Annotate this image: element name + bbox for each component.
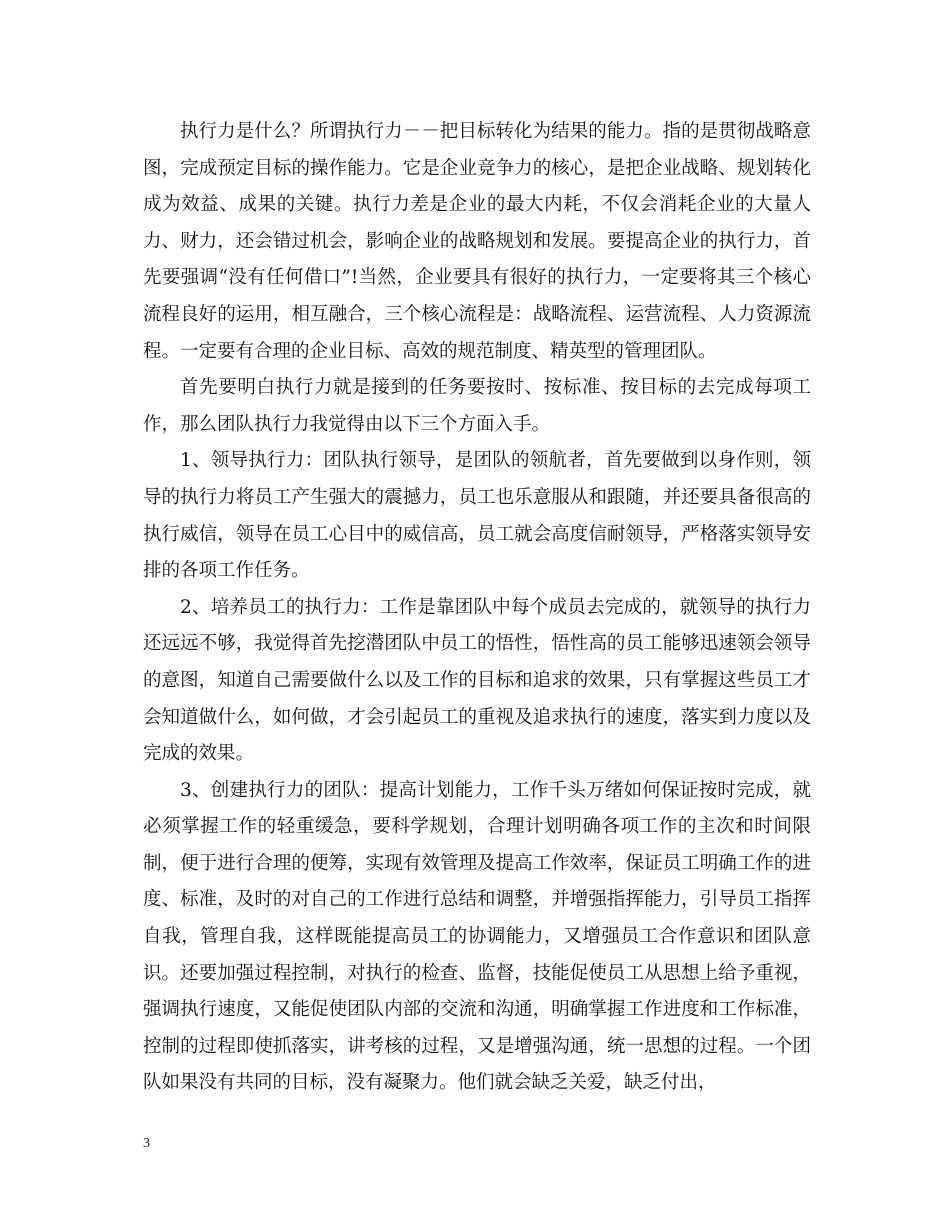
paragraph-intro: 执行力是什么？所谓执行力－－把目标转化为结果的能力。指的是贯彻战略意图，完成预定目标的操作能力。它是企业竞争力的核心，是把企业战略、规划转化成为效益、成果的关键。执行力差是企业的最大内耗，不仅会消耗企业的大量人力、财力，还会错过机会，影响企业的战略规划和发展。要提高企业的执行力，首先要强调“没有任何借口”!当然，企业要具有很好的执行力，一定要将其三个核心流程良好的运用，相互融合，三个核心流程是：战略流程、运营流程、人力资源流程。一定要有合理的企业目标、高效的规范制度、精英型的管理团队。 (143, 121, 811, 362)
paragraph-point-2: 2、培养员工的执行力：工作是靠团队中每个成员去完成的，就领导的执行力还远远不够，我觉得首先挖潜团队中员工的悟性，悟性高的员工能够迅速领会领导的意图，知道自己需要做什么以及工作的目标和追求的效果，只有掌握这些员工才会知道做什么，如何做，才会引起员工的重视及追求执行的速度，落实到力度以及完成的效果。 (143, 596, 811, 765)
paragraph-overview: 首先要明白执行力就是接到的任务要按时、按标准、按目标的去完成每项工作，那么团队执行力我觉得由以下三个方面入手。 (143, 377, 811, 435)
page-number: 3 (143, 1136, 150, 1151)
paragraph-point-3: 3、创建执行力的团队：提高计划能力，工作千头万绪如何保证按时完成，就必须掌握工作的轻重缓急，要科学规划，合理计划明确各项工作的主次和时间限制，便于进行合理的便筹，实现有效管理及提高工作效率，保证员工明确工作的进度、标准，及时的对自己的工作进行总结和调整，并增强指挥能力，引导员工指挥自我，管理自我，这样既能提高员工的协调能力，又增强员工合作意识和团队意识。还要加强过程控制，对执行的检查、监督，技能促使员工从思想上给予重视，强调执行速度，又能促使团队内部的交流和沟通，明确掌握工作进度和工作标准，控制的过程即使抓落实，讲考核的过程，又是增强沟通，统一思想的过程。一个团队如果没有共同的目标，没有凝聚力。他们就会缺乏关爱，缺乏付出， (143, 779, 811, 1094)
document-body (143, 114, 811, 1102)
paragraph-point-1: 1、领导执行力：团队执行领导，是团队的领航者，首先要做到以身作则，领导的执行力将员工产生强大的震撼力，员工也乐意服从和跟随，并还要具备很高的执行威信，领导在员工心目中的威信高，员工就会高度信耐领导，严格落实领导安排的各项工作任务。 (143, 450, 811, 582)
